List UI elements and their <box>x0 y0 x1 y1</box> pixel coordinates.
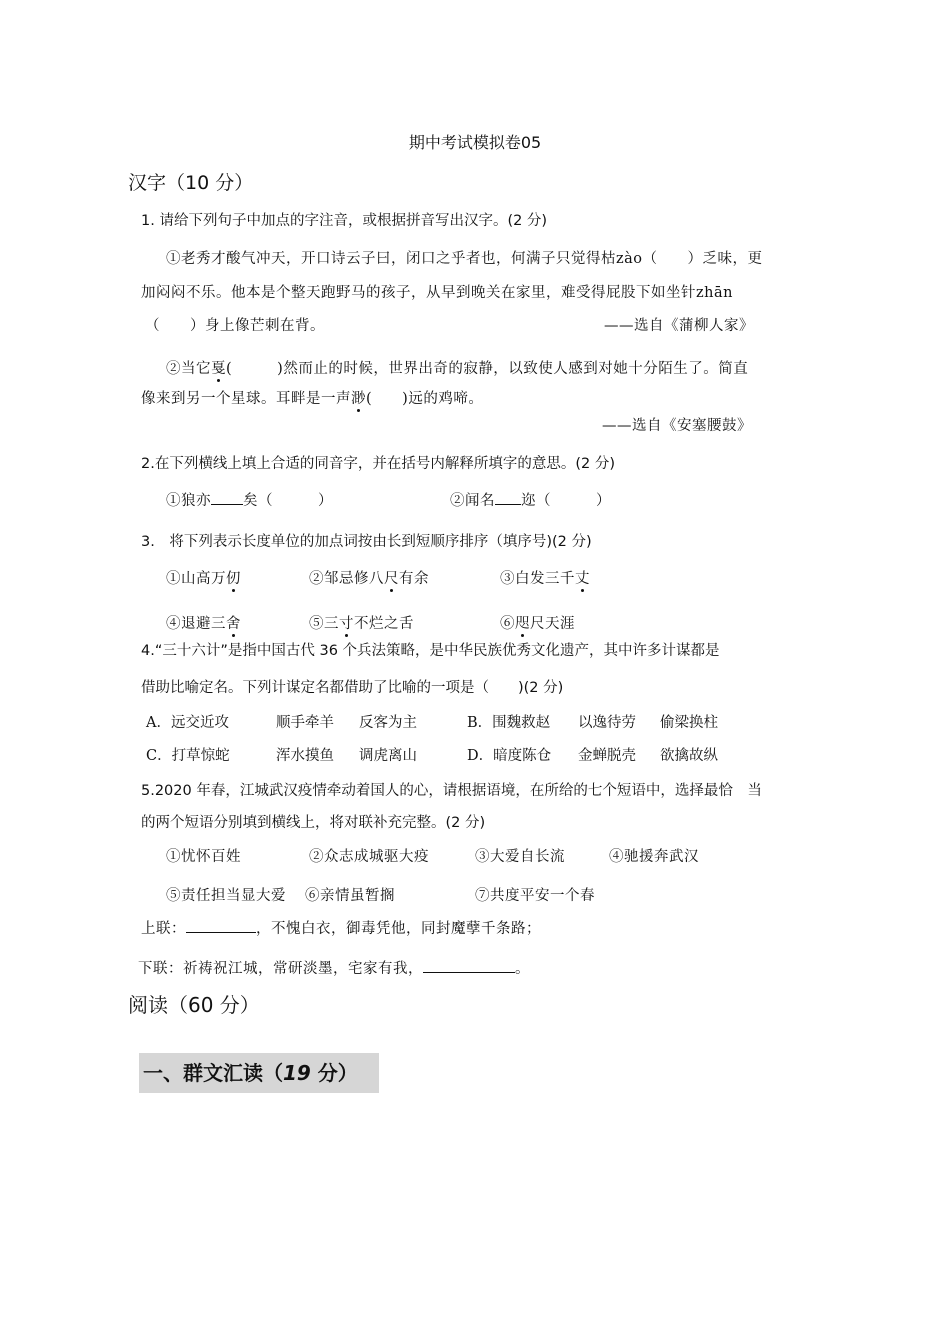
couplet-upper <box>141 917 541 938</box>
q3-o5-text-b: 不烂之舌 <box>354 616 414 632</box>
q4-option-d[interactable] <box>467 744 551 765</box>
q3-option-2 <box>309 567 429 588</box>
q5-phrase-4: ④驰援奔武汉 <box>609 849 699 865</box>
q3-option-3 <box>500 567 590 588</box>
q2-item-a <box>166 489 333 510</box>
q2-b-blank[interactable] <box>495 504 521 505</box>
q1-passage1-line2: 加闷闷不乐。他本是个整天跑野马的孩子，从早到晚关在家里，难受得屁股下如坐针zhān <box>141 285 733 301</box>
q5-phrase-7: ⑦共度平安一个春 <box>475 888 595 904</box>
q1-p2-line2-a: 像来到另一个星球。耳畔是一声 <box>141 391 351 407</box>
q4-b-item-2: 以逸待劳 <box>578 715 636 731</box>
q1-passage1-line3: （ ）身上像芒刺在背。 <box>145 318 325 334</box>
q3-o1-dotted: 仞 <box>226 571 241 587</box>
q2-b-prefix: ②闻名 <box>450 493 495 509</box>
page-title: 期中考试模拟卷05 <box>408 133 542 152</box>
q1-passage1-line1: ①老秀才酸气冲天，开口诗云子曰，闭口之乎者也，何满子只觉得枯zào（ ）乏味，更 <box>166 251 763 267</box>
q1-p2-text-b: ( )然而止的时候，世界出奇的寂静，以致使人感到对她十分陌生了。简直 <box>226 361 749 377</box>
q4-a-item-3: 反客为主 <box>359 715 417 731</box>
q2-item-b <box>450 489 611 510</box>
banner-text-post: 分） <box>310 1061 358 1085</box>
q3-o3-dotted: 丈 <box>575 571 590 587</box>
banner-score: 19 <box>283 1061 311 1085</box>
question-5-line2: 的两个短语分别填到横线上，将对联补充完整。(2 分) <box>141 815 486 831</box>
q1-p2-line2-b: ( )远的鸡啼。 <box>366 391 484 407</box>
couplet-lower-text: 下联：祈祷祝江城，常研淡墨，宅家有我， <box>138 961 423 977</box>
q1-passage2-line2 <box>141 387 483 408</box>
q5-phrase-2: ②众志成城驱大疫 <box>309 849 429 865</box>
q3-option-4 <box>166 612 241 633</box>
q1-source2: ——选自《安塞腰鼓》 <box>602 418 752 434</box>
q1-source1: ——选自《蒲柳人家》 <box>604 318 754 334</box>
couplet-upper-text: ，不愧白衣，御毒凭他，同封魔孽千条路； <box>256 921 541 937</box>
q5-phrase-3: ③大爱自长流 <box>475 849 565 865</box>
q4-c-item-1: C．打草惊蛇 <box>146 748 230 764</box>
q3-o4-text: ④退避三 <box>166 616 226 632</box>
couplet-lower-blank[interactable] <box>423 972 515 973</box>
q3-o5-text: ⑤三 <box>309 616 339 632</box>
q4-d-item-1: D．暗度陈仓 <box>467 748 552 764</box>
q3-o3-text: ③白发三千 <box>500 571 575 587</box>
section-heading-reading: 阅读（60 分） <box>128 993 260 1017</box>
q3-o2-text-b: 有余 <box>399 571 429 587</box>
q3-o6-dotted: 咫 <box>515 616 530 632</box>
banner-text-pre: 一、群文汇读（ <box>143 1061 283 1085</box>
couplet-lower <box>138 957 530 978</box>
q3-option-6 <box>500 612 575 633</box>
q3-option-5 <box>309 612 414 633</box>
couplet-upper-label: 上联： <box>141 921 186 937</box>
q3-o6-text: ⑥ <box>500 616 515 632</box>
q3-o6-text-b: 尺天涯 <box>530 616 575 632</box>
question-3-stem: 3. 将下列表示长度单位的加点词按由长到短顺序排序（填序号)(2 分) <box>141 534 592 550</box>
question-4-line2: 借助比喻定名。下列计谋定名都借助了比喻的一项是（ )(2 分) <box>141 680 564 696</box>
q1-passage2-line1 <box>166 357 748 378</box>
q4-c-item-3: 调虎离山 <box>359 748 417 764</box>
section-banner-group-reading <box>139 1053 379 1093</box>
question-4-line1: 4.“三十六计”是指中国古代 36 个兵法策略，是中华民族优秀文化遗产，其中许多计谋都是 <box>141 643 720 659</box>
q4-d-item-2: 金蝉脱壳 <box>578 748 636 764</box>
q3-o2-text: ②邹忌修八 <box>309 571 384 587</box>
q2-b-suffix: 迩（ ） <box>521 493 611 509</box>
q2-a-prefix: ①狼亦 <box>166 493 211 509</box>
q3-option-1 <box>166 567 241 588</box>
couplet-lower-end: 。 <box>515 961 530 977</box>
q3-o5-dotted: 寸 <box>339 616 354 632</box>
q2-a-blank[interactable] <box>211 504 243 505</box>
q1-dotted-char-2: 渺 <box>351 391 366 407</box>
question-5-line1: 5.2020 年春，江城武汉疫情牵动着国人的心，请根据语境，在所给的七个短语中，选择最恰 当 <box>141 783 762 799</box>
q4-b-item-1: B．围魏救赵 <box>467 715 551 731</box>
question-1-stem: 1. 请给下列句子中加点的字注音，或根据拼音写出汉字。(2 分) <box>141 213 548 229</box>
q1-p2-text-a: ②当它 <box>166 361 211 377</box>
q4-option-c[interactable] <box>146 744 230 765</box>
q4-d-item-3: 欲擒故纵 <box>660 748 718 764</box>
q4-c-item-2: 浑水摸鱼 <box>276 748 334 764</box>
section-heading-hanzi: 汉字（10 分） <box>128 172 254 194</box>
q3-o4-dotted: 舍 <box>226 616 241 632</box>
q4-b-item-3: 偷梁换柱 <box>660 715 718 731</box>
q5-phrase-5: ⑤责任担当显大爱 <box>166 888 286 904</box>
q3-o2-dotted: 尺 <box>384 571 399 587</box>
q4-a-item-1: A．远交近攻 <box>146 715 229 731</box>
q4-a-item-2: 顺手牵羊 <box>276 715 334 731</box>
q4-option-b[interactable] <box>467 711 550 732</box>
q4-option-a[interactable] <box>146 711 229 732</box>
q5-phrase-1: ①忧怀百姓 <box>166 849 241 865</box>
couplet-upper-blank[interactable] <box>186 932 256 933</box>
q5-phrase-6: ⑥亲情虽暂搁 <box>305 888 395 904</box>
question-2-stem: 2.在下列横线上填上合适的同音字，并在括号内解释所填字的意思。(2 分) <box>141 456 615 472</box>
q3-o1-text: ①山高万 <box>166 571 226 587</box>
q2-a-suffix: 矣（ ） <box>243 493 333 509</box>
q1-dotted-char-1: 戛 <box>211 361 226 377</box>
